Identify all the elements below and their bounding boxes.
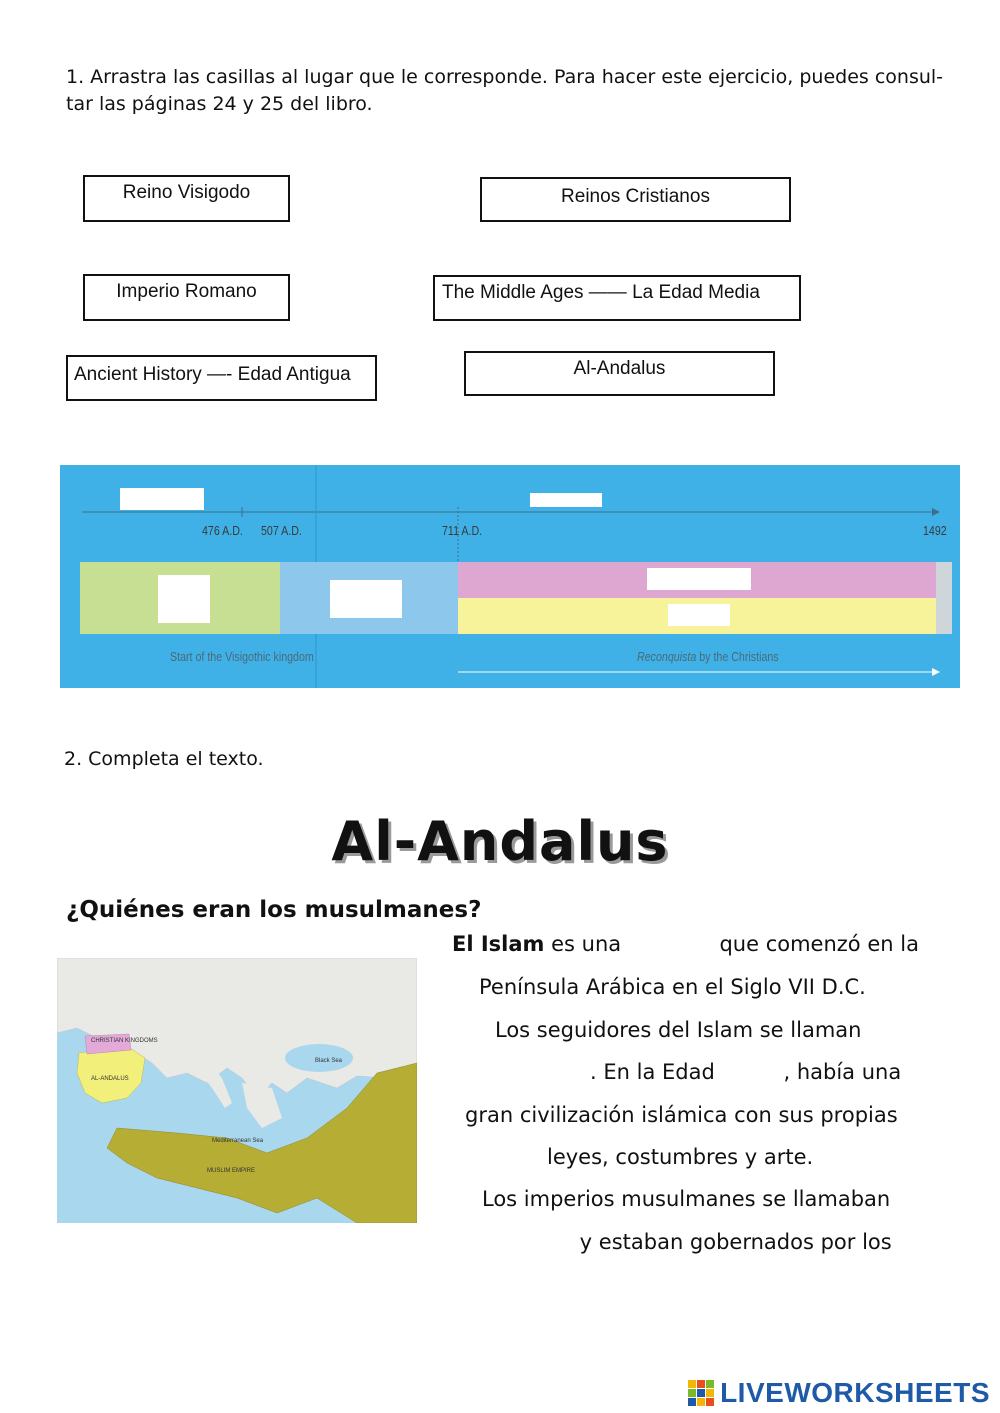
blank-input-1[interactable] [628, 934, 713, 956]
drop-zone-timeline-top-left[interactable] [120, 488, 204, 510]
instruction-1 [66, 64, 943, 118]
drag-box-ancient-history[interactable]: Ancient History —- Edad Antigua [66, 355, 377, 401]
drop-zone-green-band[interactable] [158, 575, 210, 623]
text-line-2: Península Arábica en el Siglo VII D.C. [479, 975, 866, 999]
drop-zone-timeline-top-middle[interactable] [530, 493, 602, 507]
blank-input-2[interactable] [462, 1062, 590, 1084]
map-label-christian: CHRISTIAN KINGDOMS [91, 1038, 158, 1044]
europe-map [57, 958, 417, 1223]
date-711: 711 A.D. [442, 523, 483, 538]
drag-box-reino-visigodo[interactable]: Reino Visigodo [83, 175, 290, 222]
map-label-muslim-empire: MUSLIM EMPIRE [207, 1168, 256, 1174]
timeline [60, 465, 960, 688]
band-end [936, 562, 952, 634]
text-line-4: . En la Edad , había una [462, 1060, 901, 1084]
drag-box-reinos-cristianos[interactable]: Reinos Cristianos [480, 177, 791, 222]
drop-zone-blue-band[interactable] [330, 580, 402, 618]
instruction-1-line1: 1. Arrastra las casillas al lugar que le corresponde. Para hacer este ejercicio, puedes consul- [66, 66, 944, 88]
map-image [57, 958, 417, 1223]
label-reconquista: Reconquista by the Christians [637, 649, 779, 664]
date-507: 507 A.D. [261, 523, 302, 538]
blank-input-3[interactable] [721, 1062, 783, 1084]
text-line-3: Los seguidores del Islam se llaman [495, 1018, 862, 1042]
section-subtitle: ¿Quiénes eran los musulmanes? [66, 897, 482, 923]
date-1492: 1492 [923, 523, 947, 538]
text-line-5: gran civilización islámica con sus propias [465, 1103, 898, 1127]
text-line-6: leyes, costumbres y arte. [547, 1145, 814, 1169]
instruction-1-line2: tar las páginas 24 y 25 del libro. [66, 93, 373, 115]
label-visigothic-start: Start of the Visigothic kingdom [170, 649, 314, 664]
map-label-al-andalus: AL-ANDALUS [91, 1076, 129, 1082]
map-label-black-sea: Black Sea [315, 1058, 343, 1064]
text-line-1: El Islam es una que comenzó en la [452, 932, 919, 956]
liveworksheets-logo-icon [688, 1380, 714, 1406]
drop-zone-pink-band[interactable] [647, 568, 751, 590]
drag-box-al-andalus[interactable]: Al-Andalus [464, 351, 775, 396]
date-476: 476 A.D. [202, 523, 243, 538]
section-title: Al-Andalus [331, 810, 669, 873]
text-line-7: Los imperios musulmanes se llamaban [482, 1187, 891, 1211]
footer-brand [688, 1377, 990, 1409]
map-label-mediterranean: Mediterranean Sea [212, 1138, 264, 1144]
blank-input-4[interactable] [465, 1232, 573, 1254]
drop-zone-yellow-band[interactable] [668, 604, 730, 626]
brand-name: LIVEWORKSHEETS [720, 1377, 990, 1408]
text-line-8: y estaban gobernados por los [465, 1230, 892, 1254]
instruction-2: 2. Completa el texto. [64, 748, 264, 770]
drag-box-imperio-romano[interactable]: Imperio Romano [83, 274, 290, 321]
drag-box-middle-ages[interactable]: The Middle Ages —— La Edad Media [433, 275, 801, 321]
